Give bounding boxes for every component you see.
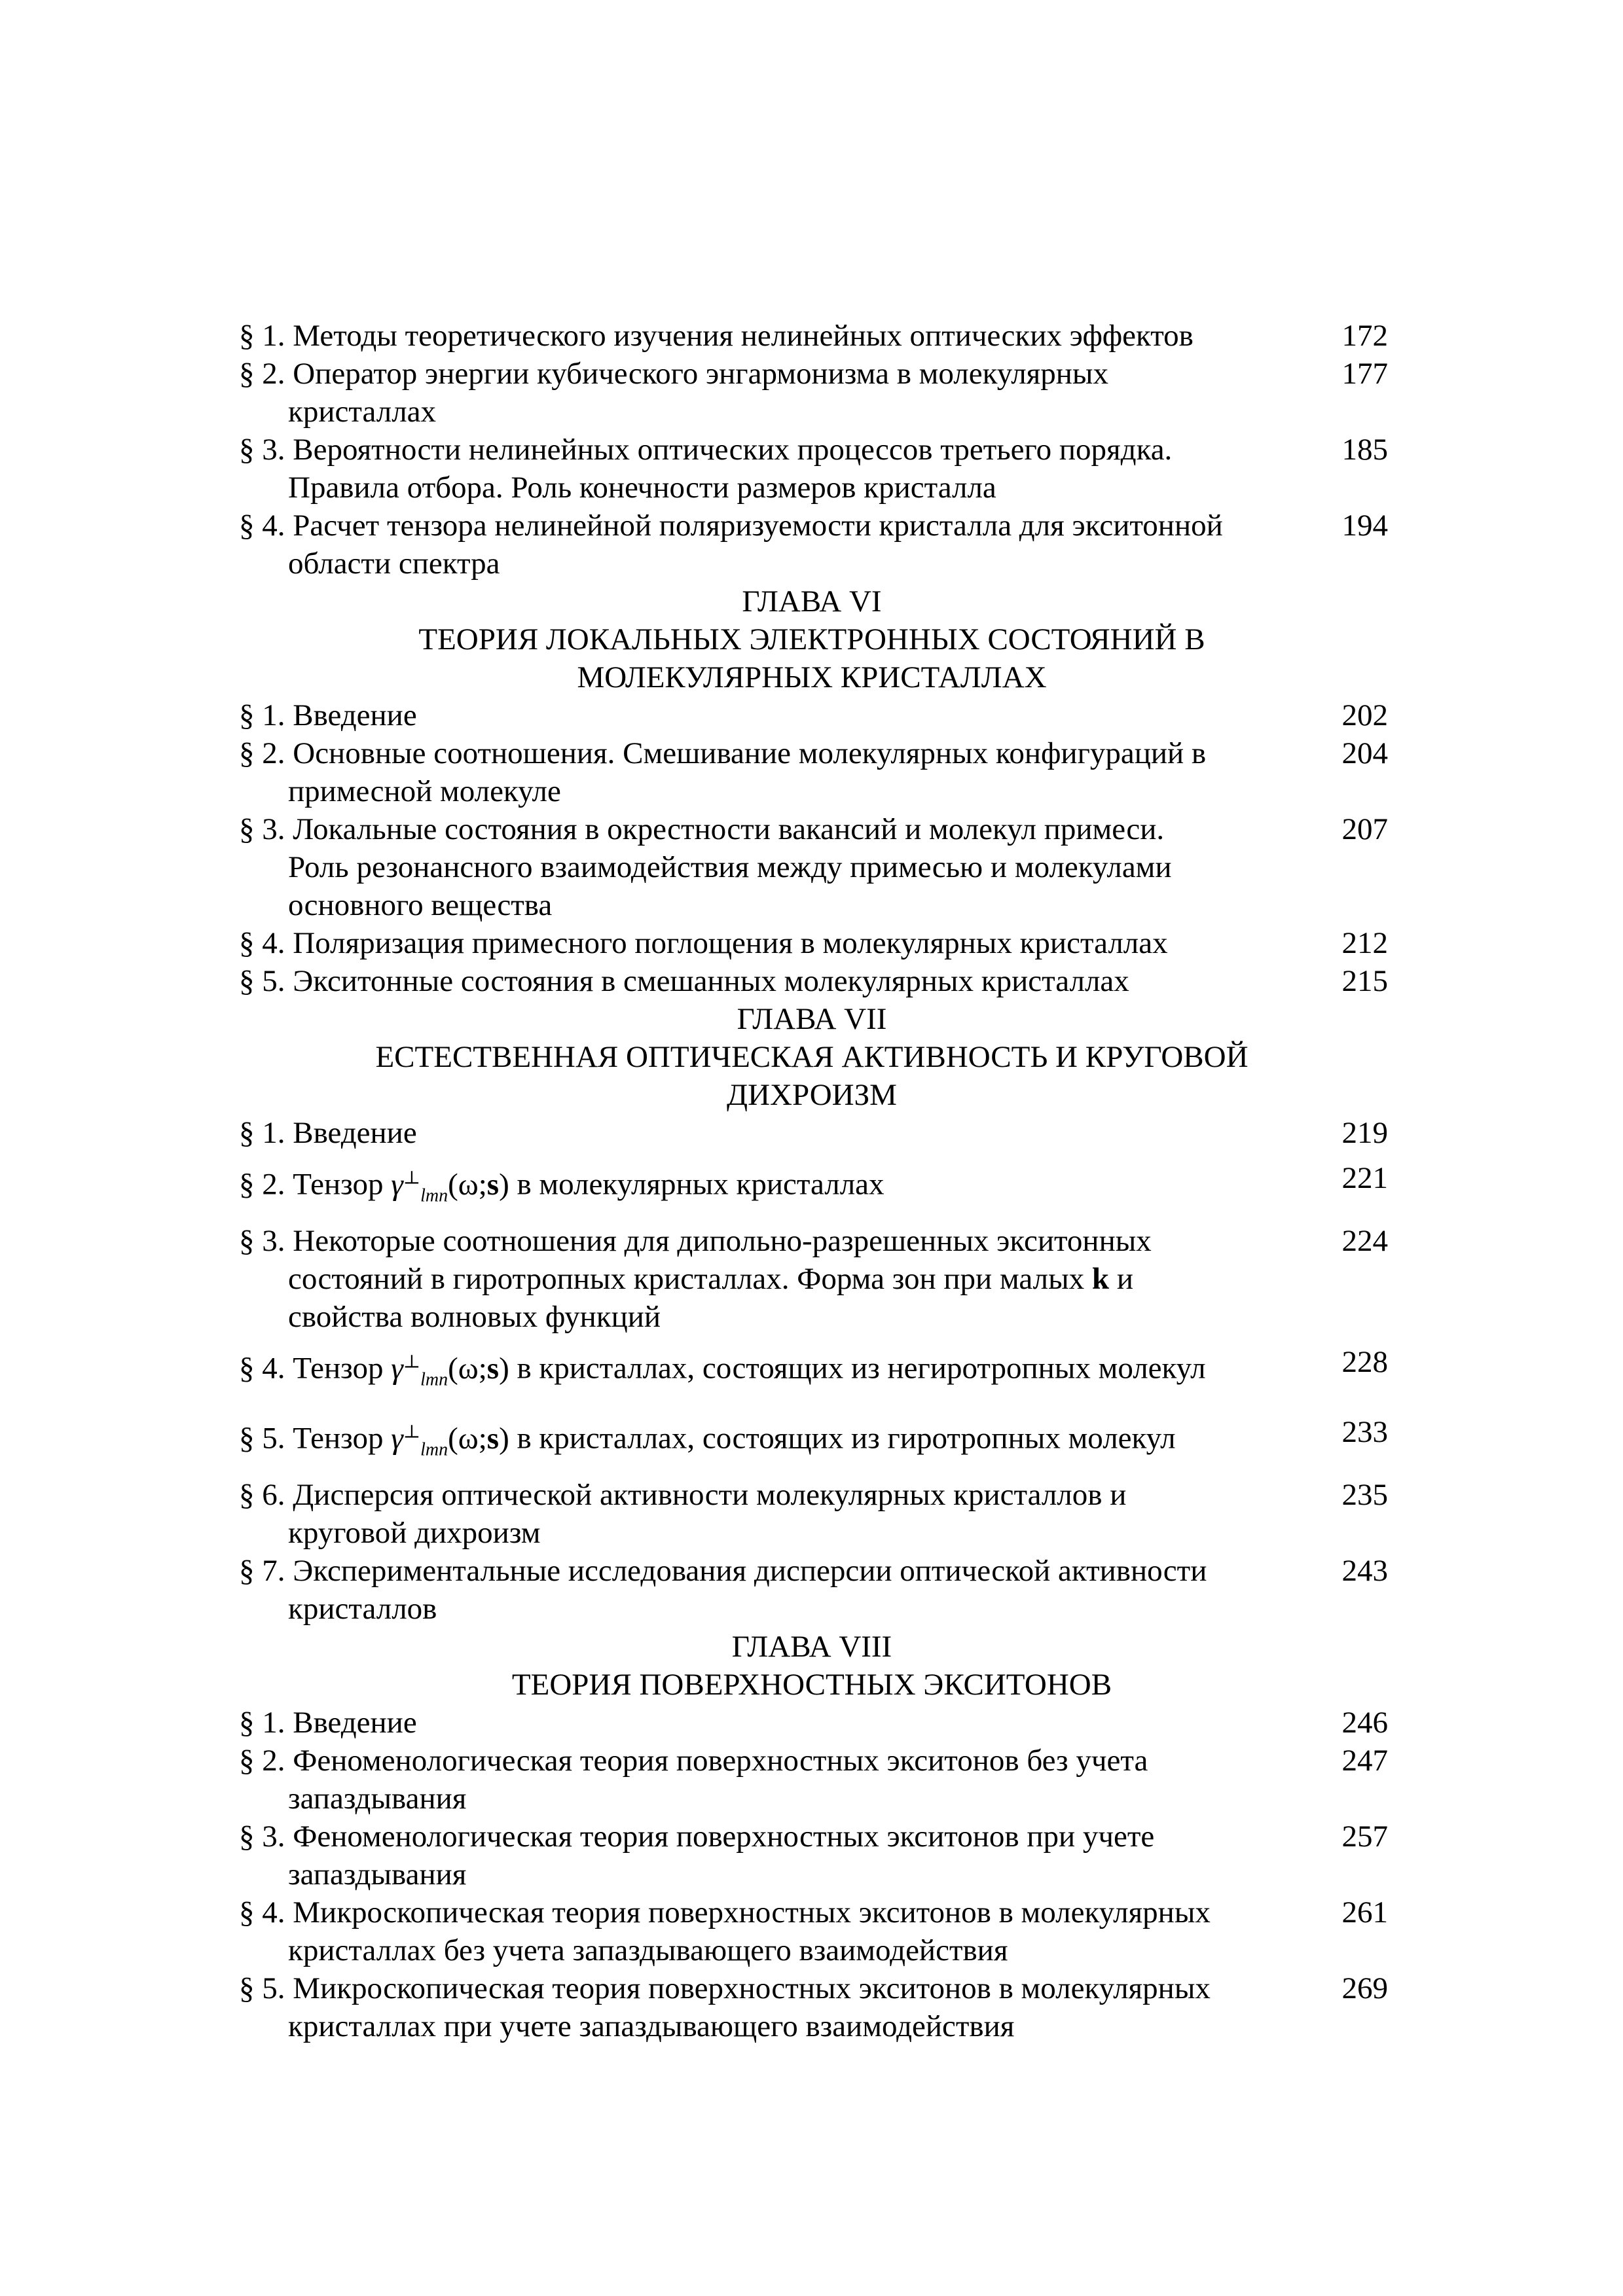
section-number: § 3. <box>239 1820 285 1854</box>
toc-entry <box>239 1704 1388 1742</box>
entry-title-tail: в кристаллах, состоящих из негиротропных молекул <box>517 1351 1206 1386</box>
entry-title: Оператор энергии кубического энгармонизма в молекулярных <box>293 357 1109 391</box>
entry-title-continued: примесной молекуле <box>288 774 561 808</box>
toc-entry <box>239 1969 1388 2045</box>
page-number: 202 <box>1341 698 1388 732</box>
page-number: 204 <box>1341 736 1388 770</box>
page-number: 235 <box>1341 1478 1388 1513</box>
section-number: § 7. <box>239 1554 285 1588</box>
page-number: 212 <box>1341 926 1388 960</box>
section-number: § 4. <box>239 1351 285 1386</box>
entry-title-continued: Роль резонансного взаимодействия между примесью и молекулами <box>288 850 1172 884</box>
formula-vector: s <box>486 1421 500 1456</box>
formula-symbol: γ <box>391 1167 403 1202</box>
entry-title: Феноменологическая теория поверхностных экситонов без учета <box>293 1744 1148 1778</box>
entry-title: Локальные состояния в окрестности вакансий и молекул примеси. <box>293 812 1165 846</box>
entry-title-continued: области спектра <box>288 547 500 581</box>
entry-title: Микроскопическая теория поверхностных экситонов в молекулярных <box>293 1895 1211 1930</box>
formula-vector: s <box>486 1351 500 1386</box>
entry-title: Некоторые соотношения для дипольно-разрешенных экситонных <box>293 1224 1152 1259</box>
toc-entry <box>239 734 1388 810</box>
chapter-label: ГЛАВА VII <box>737 1002 887 1036</box>
toc-entry <box>239 696 1388 734</box>
entry-title-tail: и <box>1116 1262 1133 1297</box>
toc-group-ch6 <box>239 583 1388 1000</box>
section-number: § 3. <box>239 1224 285 1259</box>
entry-title: Тензор <box>293 1167 384 1202</box>
formula-sub: lmn <box>420 1369 448 1390</box>
chapter-label: ГЛАВА VI <box>742 584 882 619</box>
entry-title: Феноменологическая теория поверхностных экситонов при учете <box>293 1820 1155 1854</box>
section-number: § 2. <box>239 1167 285 1202</box>
entry-title: Расчет тензора нелинейной поляризуемости кристалла для экситонной <box>293 509 1223 543</box>
gamma-tensor-formula <box>391 1167 509 1206</box>
section-number: § 3. <box>239 812 285 846</box>
toc-entry <box>239 810 1388 924</box>
chapter-title-line: ТЕОРИЯ ПОВЕРХНОСТНЫХ ЭКСИТОНОВ <box>511 1668 1112 1702</box>
page-number: 221 <box>1341 1161 1388 1195</box>
entry-title: Поляризация примесного поглощения в молекулярных кристаллах <box>293 926 1168 960</box>
entry-title-continued: запаздывания <box>288 1782 467 1816</box>
page-number: 257 <box>1341 1820 1388 1854</box>
entry-title-tail: в молекулярных кристаллах <box>517 1167 884 1202</box>
entry-title-continued: состояний в гиротропных кристаллах. Форма зон при малых <box>288 1262 1085 1297</box>
section-number: § 5. <box>239 1971 285 2006</box>
page-number: 177 <box>1341 357 1388 391</box>
entry-title-continued: основного вещества <box>288 888 553 922</box>
toc-entry <box>239 431 1388 507</box>
toc-entry <box>239 924 1388 962</box>
entry-title: Тензор <box>293 1421 384 1456</box>
section-number: § 2. <box>239 736 285 770</box>
page-number: 207 <box>1341 812 1388 846</box>
section-number: § 2. <box>239 357 285 391</box>
toc-group-ch5 <box>239 317 1388 583</box>
formula-sup: ⊥ <box>403 1352 421 1372</box>
entry-title: Введение <box>293 1116 417 1150</box>
section-number: § 5. <box>239 1421 285 1456</box>
entry-title-continued: кристаллах без учета запаздывающего взаимодействия <box>288 1933 1008 1968</box>
formula-args: (ω; <box>448 1351 487 1386</box>
table-of-contents <box>239 317 1388 2045</box>
chapter-title-line: ТЕОРИЯ ЛОКАЛЬНЫХ ЭЛЕКТРОННЫХ СОСТОЯНИЙ В <box>418 622 1205 656</box>
section-number: § 1. <box>239 1116 285 1150</box>
section-number: § 1. <box>239 319 285 353</box>
toc-entry <box>239 1476 1388 1552</box>
section-number: § 2. <box>239 1744 285 1778</box>
section-number: § 4. <box>239 509 285 543</box>
toc-entry <box>239 962 1388 1000</box>
bold-k: k <box>1091 1262 1110 1297</box>
entry-title: Введение <box>293 698 417 732</box>
section-number: § 6. <box>239 1478 285 1513</box>
entry-title-tail: в кристаллах, состоящих из гиротропных молекул <box>517 1421 1176 1456</box>
section-number: § 4. <box>239 1895 285 1930</box>
section-number: § 1. <box>239 698 285 732</box>
page-number: 246 <box>1341 1706 1388 1740</box>
toc-entry <box>239 1114 1388 1152</box>
entry-title-continued: кристаллах при учете запаздывающего взаимодействия <box>288 2009 1015 2044</box>
toc-entry <box>239 1552 1388 1628</box>
entry-title: Дисперсия оптической активности молекулярных кристаллов и <box>293 1478 1127 1513</box>
toc-entry <box>239 1152 1388 1222</box>
formula-close: ) <box>499 1421 509 1456</box>
entry-title: Экситонные состояния в смешанных молекулярных кристаллах <box>293 964 1129 998</box>
toc-entry <box>239 317 1388 355</box>
formula-sup: ⊥ <box>403 1422 421 1443</box>
formula-args: (ω; <box>448 1421 487 1456</box>
toc-entry <box>239 1742 1388 1818</box>
entry-title-continued: свойства волновых функций <box>288 1300 661 1335</box>
formula-symbol: γ <box>391 1421 403 1456</box>
toc-entry <box>239 1893 1388 1969</box>
toc-entry <box>239 1222 1388 1336</box>
formula-close: ) <box>499 1167 509 1202</box>
page-number: 215 <box>1341 964 1388 998</box>
section-number: § 5. <box>239 964 285 998</box>
entry-title: Микроскопическая теория поверхностных экситонов в молекулярных <box>293 1971 1211 2006</box>
page-number: 194 <box>1341 509 1388 543</box>
formula-args: (ω; <box>448 1167 487 1202</box>
page-number: 185 <box>1341 433 1388 467</box>
formula-close: ) <box>499 1351 509 1386</box>
entry-title-continued: кристаллов <box>288 1592 437 1626</box>
entry-title: Основные соотношения. Смешивание молекулярных конфигураций в <box>293 736 1207 770</box>
page-number: 247 <box>1341 1744 1388 1778</box>
page-number: 243 <box>1341 1554 1388 1588</box>
formula-sup: ⊥ <box>403 1168 421 1188</box>
formula-sub: lmn <box>420 1439 448 1460</box>
entry-title: Введение <box>293 1706 417 1740</box>
formula-vector: s <box>486 1167 500 1202</box>
toc-entry <box>239 507 1388 583</box>
chapter-title-line: ДИХРОИЗМ <box>727 1078 897 1112</box>
chapter-title-line: МОЛЕКУЛЯРНЫХ КРИСТАЛЛАХ <box>577 660 1047 694</box>
entry-title: Методы теоретического изучения нелинейных оптических эффектов <box>293 319 1194 353</box>
entry-title: Тензор <box>293 1351 384 1386</box>
gamma-tensor-formula <box>391 1351 509 1390</box>
chapter-title-line: ЕСТЕСТВЕННАЯ ОПТИЧЕСКАЯ АКТИВНОСТЬ И КРУГОВОЙ <box>375 1040 1249 1074</box>
page-number: 219 <box>1341 1116 1388 1150</box>
page-number: 172 <box>1341 319 1388 353</box>
entry-title: Вероятности нелинейных оптических процессов третьего порядка. <box>293 433 1173 467</box>
section-number: § 1. <box>239 1706 285 1740</box>
entry-title-continued: Правила отбора. Роль конечности размеров кристалла <box>288 471 996 505</box>
toc-group-ch7 <box>239 1000 1388 1628</box>
toc-group-ch8 <box>239 1628 1388 2045</box>
toc-entry <box>239 1336 1388 1406</box>
page-number: 269 <box>1341 1971 1388 2006</box>
section-number: § 4. <box>239 926 285 960</box>
formula-symbol: γ <box>391 1351 403 1386</box>
page-number: 224 <box>1341 1224 1388 1259</box>
toc-entry <box>239 1818 1388 1893</box>
formula-sub: lmn <box>420 1185 448 1206</box>
entry-title-continued: запаздывания <box>288 1857 467 1892</box>
gamma-tensor-formula <box>391 1421 509 1460</box>
entry-title-continued: круговой дихроизм <box>288 1516 541 1551</box>
toc-entry <box>239 1406 1388 1476</box>
section-number: § 3. <box>239 433 285 467</box>
toc-entry <box>239 355 1388 431</box>
page-number: 261 <box>1341 1895 1388 1930</box>
page-number: 228 <box>1341 1345 1388 1380</box>
chapter-label: ГЛАВА VIII <box>731 1630 892 1664</box>
page-number: 233 <box>1341 1415 1388 1450</box>
entry-title: Экспериментальные исследования дисперсии оптической активности <box>293 1554 1207 1588</box>
entry-title-continued: кристаллах <box>288 395 437 429</box>
